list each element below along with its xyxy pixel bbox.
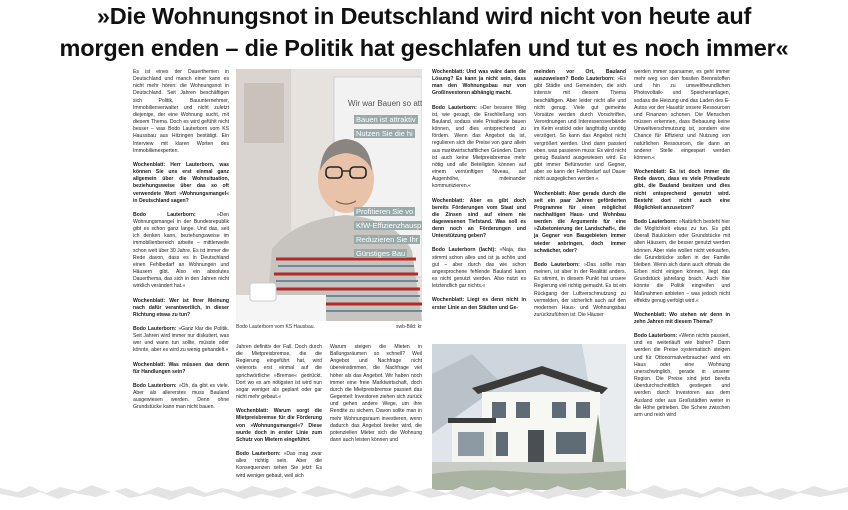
torn-paper-edge — [0, 478, 848, 510]
answer-3 — [133, 383, 229, 412]
answer-1 — [133, 212, 229, 291]
article-column-4 — [432, 69, 526, 337]
question-1: Wochenblatt: Herr Lauterborn, was können Sie uns erst einmal ganz allgemein über die Wohnsituation, beziehungsweise über das so oft verwendete Wort »Wohnungsmangel« in Deutschland sagen? — [133, 161, 229, 204]
question-3: Wochenblatt: Was müssen das denn für Handlungen sein? — [133, 361, 229, 375]
board-line-4: KfW-Effizienzhausp — [356, 221, 422, 230]
question-staedte: Wochenblatt: Liegt es denn nicht in erster Linie an den Städten und Ge- — [432, 297, 526, 311]
speaker-label: Bodo Lauterborn: — [133, 382, 177, 389]
board-line-1: Bauen ist attraktiv — [356, 115, 416, 124]
question-loesung: Wochenblatt: Und was wäre dann die Lösung? Es kann ja nicht sein, dass man den Wohnungsbau nur von Großinvestoren abhängig macht. — [432, 69, 526, 97]
answer-zehn-jahre-text: »Wenn nichts passiert, und es weiterläuft wie bisher? Dann werden die Preise systematisch steigen und für Ottonormalverbraucher wird ein Haus oder eine Wohnung unerschwinglich, gerade in unserer Region. Die Preise sind jetzt bereits überdurchschnittlich gestiegen und werden durch Investoren aus dem Ausland oder aus Großstädten weiter in die Höhe getrieben. Die Schere zwischen arm und reich wird — [634, 333, 730, 418]
question-landschaft: Wochenblatt: Aber gerade durch die seit ein paar Jahren geförderten Programme für einen möglichst nachhaltigen Haus- und Wohnbau werden die Argumente für eine »Zubetonierung der Landschaft«, die ja Gegner von Baugebieten immer wieder anbringen, doch immer schwächer, oder? — [534, 190, 626, 254]
speaker-label: Bodo Lauterborn: — [534, 261, 580, 268]
answer-landschaft-text: »Das sollte man meinen, ist aber in der Realität anders. Es stimmt, in diesem Punkt hat unsere Regierung viel richtig gemacht. Es ist ein Rückgang der Luftverschmutzung zu vermelden, der sicherlich auch auf den modernen Haus- und Wohnungsbau zurückzuführen ist. Die Häuser — [534, 261, 626, 318]
photo-credit: swb-Bild: kr — [396, 324, 422, 330]
answer-zehn-jahre — [634, 333, 730, 419]
house-photo — [432, 344, 626, 490]
house-illustration — [432, 344, 626, 490]
answer-mietpreisbremse — [236, 451, 322, 480]
question-foerderungen: Wochenblatt: Aber es gibt doch bereits Förderungen vom Staat und die Zinsen sind auf einem nie dagewesenen Tiefstand. Was soll es denn noch an Förderungen und Unterstützung geben? — [432, 197, 526, 240]
speaker-label: Bodo Lauterborn: — [133, 211, 196, 218]
answer-staedte-text: »Es gibt Städte und Gemeinden, die sich intensiv mit diesem Thema beschäftigen. Aber leider nicht alle und nicht genug. Viele gut gemeinte Vorsätze werden durch Vorschriften, Verordnungen und Interessensverbände im Keim erstickt oder langfristig unnötig verzögert. So kann das Angebot nicht vergrößert werden. Und dann passiert eben, was passieren muss: Es wird nicht genug Bauland ausgewiesen wird. Es gibt immer Befürworter und Gegner, aber so kann der Fehlbedarf auf Dauer nicht ausgeglichen werden.« — [534, 76, 626, 183]
board-title: Wir war Bauen so att — [348, 99, 422, 108]
headline-line-1: »Die Wohnungsnot in Deutschland wird nicht von heute auf — [96, 3, 752, 29]
headline-line-2: morgen enden – die Politik hat geschlafen und tut es noch immer« — [59, 35, 789, 61]
article-column-2 — [236, 344, 322, 490]
answer-3-text: »Oh, da gibt es viele. Aber als allererstes muss Bauland ausgewiesen werden. Denn ohne Grundstücke kann man nicht bauen. — [133, 382, 229, 411]
column-3-text: Warum steigen die Mieten in Ballungsräumen so schnell? Weil Angebot und Nachfrage nicht übereinstimmen, die Nachfrage viel höher als das Angebot. Wir haben noch immer eine freie Marktwirtschaft, doch durch die Mietpreisbremse passiert das Gegenteil: Investoren ziehen sich zurück und gehen andere Wege, um ihre Rendite zu sichern. Davon sollte man in mehr Wohnungsraum investieren, wenn dadurch das Angebot breiter wird, die potenziellen Mieter sich die Wohnung dann auch leisten können und — [330, 344, 422, 444]
question-mietpreisbremse: Wochenblatt: Warum sorgt die Mietpreisbremse für die Förderung von »Wohnungsmangel«? Diese wurde doch in erster Linie zum Schutz von Mietern eingeführt. — [236, 408, 322, 443]
speaker-label: Bodo Lauterborn: — [570, 76, 615, 83]
speaker-label: Bodo Lauterborn: — [634, 333, 678, 340]
board-line-3: Profitieren Sie vo — [356, 207, 414, 216]
intro-paragraph: Es ist eines der Dauerthemen in Deutschland und manch einer kann es nicht mehr hören: die Wohnungsnot in Deutschland. Seit Jahren beschäftigen sich Politik, Bauunternehmer, Immobilienverwalter und nicht zuletzt diejenige, der eine Wohnung sucht, mit diesem Thema. Doch es wird gefühlt nicht besser – was Bodo Lauterborn vom KS Haussbau aus Hitzingen bestätigt. Ein Interview mit klaren Worten des Immobilienexperten. — [133, 69, 229, 154]
question-privatleute: Wochenblatt: Es ist doch immer die Rede davon, dass es viele Privatleute gibt, die Bauland besitzen und dies nicht entsprechend genutzt wird. Besteht dort nicht auch eine Möglichkeit anzusetzen? — [634, 169, 730, 211]
answer-loesung-text: »Der bessere Weg ist, wie gesagt, die Erschließung von Bauland, sodass viele Privatleute bauen können, und dies entsprechend zu fördern. Wenn das Angebot da ist, regulieren sich die Preise von ganz allein aus marktwirtschaftlichen Gründen. Dann ist auch keine Mietpreisbremse mehr nötig und alle Beteiligten können auf einem vernünftigen Niveau, auf Augenhöhe, miteinander kommunizieren.« — [432, 104, 526, 190]
question-staedte-end: meinden vor Ort, Bauland auszuweisen? — [534, 69, 626, 83]
answer-landschaft — [534, 262, 626, 319]
portrait-photo — [236, 69, 422, 321]
speaker-label: Bodo Lauterborn (lacht): — [432, 247, 496, 254]
question-2: Wochenblatt: Wer ist Ihrer Meinung nach dafür verantwortlich, in dieser Richtung etwas zu tun? — [133, 297, 229, 318]
column-2-text: Jahren definitiv der Fall. Doch durch die Mietpreisbremse, die die Regierung eingeführt hat, wird vielerorts erst einmal auf die sprichwörtliche »Bremse« gedrückt. Dort wo es am nötigsten ist wird nun sogar weniger als geplant oder gar nicht mehr gebaut.« — [236, 344, 322, 401]
speaker-label: Bodo Lauterborn: — [236, 451, 281, 458]
speaker-label: Bodo Lauterborn: — [634, 218, 678, 225]
speaker-label: Bodo Lauterborn: — [133, 326, 177, 332]
answer-privatleute — [634, 219, 730, 305]
headline — [0, 0, 848, 64]
article-column-5 — [534, 69, 626, 337]
speaker-label: Bodo Lauterborn: — [432, 104, 477, 111]
article-column-1 — [133, 69, 229, 489]
answer-foerderungen-text: »Naja, das stimmt schon alles und ist ja schön und gut – aber durch das wie schon angesprochene fehlende Bauland kann es nicht genutzt werden. Also nutzt es letztendlich gar nichts.« — [432, 247, 526, 290]
board-line-6: Günstiges Bau — [356, 249, 406, 258]
answer-2-text: »Ganz klar die Politik. Seit Jahren wird immer nur diskutiert, was wer und wann tun sollte, müsste oder könnte, aber es wird zu wenig gehandelt.« — [133, 326, 229, 354]
answer-1-text: »Den Wohnungsmangel in der Bundesrepublik gibt es schon ganz lange. Und das, seit ich denken kann, beziehungsweise im immobilienbereich arbeite – mittlerweile schon weit über 30 Jahre. Es ist immer die Rede davon, dass es in Deutschland einen Fehlbedarf an Wohnungen und Häusern gibt. Also ein absolutes Dauerthema, das sich in den Jahren nicht wirklich verändert hat.« — [133, 211, 229, 290]
article-column-6 — [634, 69, 730, 489]
answer-ressourcen: werden immer sparsamer, es geht immer mehr weg von den fossilen Brennstoffen und hin zu umweltfreundlichen Photovoltaik- und Speicheranlagen, sodass die Heizung und das Laden des E-Autos vor der Haustür unsere Ressourcen und Finanzen schonen. Die Menschen müssen erkennen, dass Bebauung keine Umweltverschmutzung ist, sondern eine Chance für Effizienz und Nutzung von natürlichen Ressourcen, die dann an anderer Stelle eingespart werden können.« — [634, 69, 730, 161]
photo-caption: Bodo Lauterborn vom KS Hausbau. — [236, 324, 315, 330]
answer-staedte — [534, 69, 626, 184]
board-line-5: Reduzieren Sie Ihr — [356, 235, 419, 244]
answer-foerderungen — [432, 247, 526, 290]
article-column-3 — [330, 344, 422, 490]
answer-2 — [133, 326, 229, 355]
answer-mietpreisbremse-text: »Das mag zwar alles richtig sein. Aber die Konsequenzen sehen Sie jetzt: Es wird weniger gebaut, weil sich — [236, 451, 322, 479]
answer-privatleute-text: »Natürlich besteht hier die Möglichkeit etwas zu tun. Es gibt überall Baulücken oder Grundstücke mit alten Häusern, die besser genutzt werden können. Aber viele wollen nicht verkaufen, die Grundstücke sollen in der Familie bleiben. Wenn sich dann auch oftmals die Erben nicht einigen können, liegt das Grundstück jahrelang brach. Auch hier könnte die Politik eingreifen und Maßnahmen anbieten – was jedoch nicht effektiv genug verfolgt wird.« — [634, 218, 730, 304]
question-zehn-jahre: Wochenblatt: Wo stehen wir denn in zehn Jahren mit diesem Thema? — [634, 311, 730, 325]
answer-loesung — [432, 105, 526, 191]
board-line-2: Nutzen Sie die hi — [356, 129, 413, 138]
